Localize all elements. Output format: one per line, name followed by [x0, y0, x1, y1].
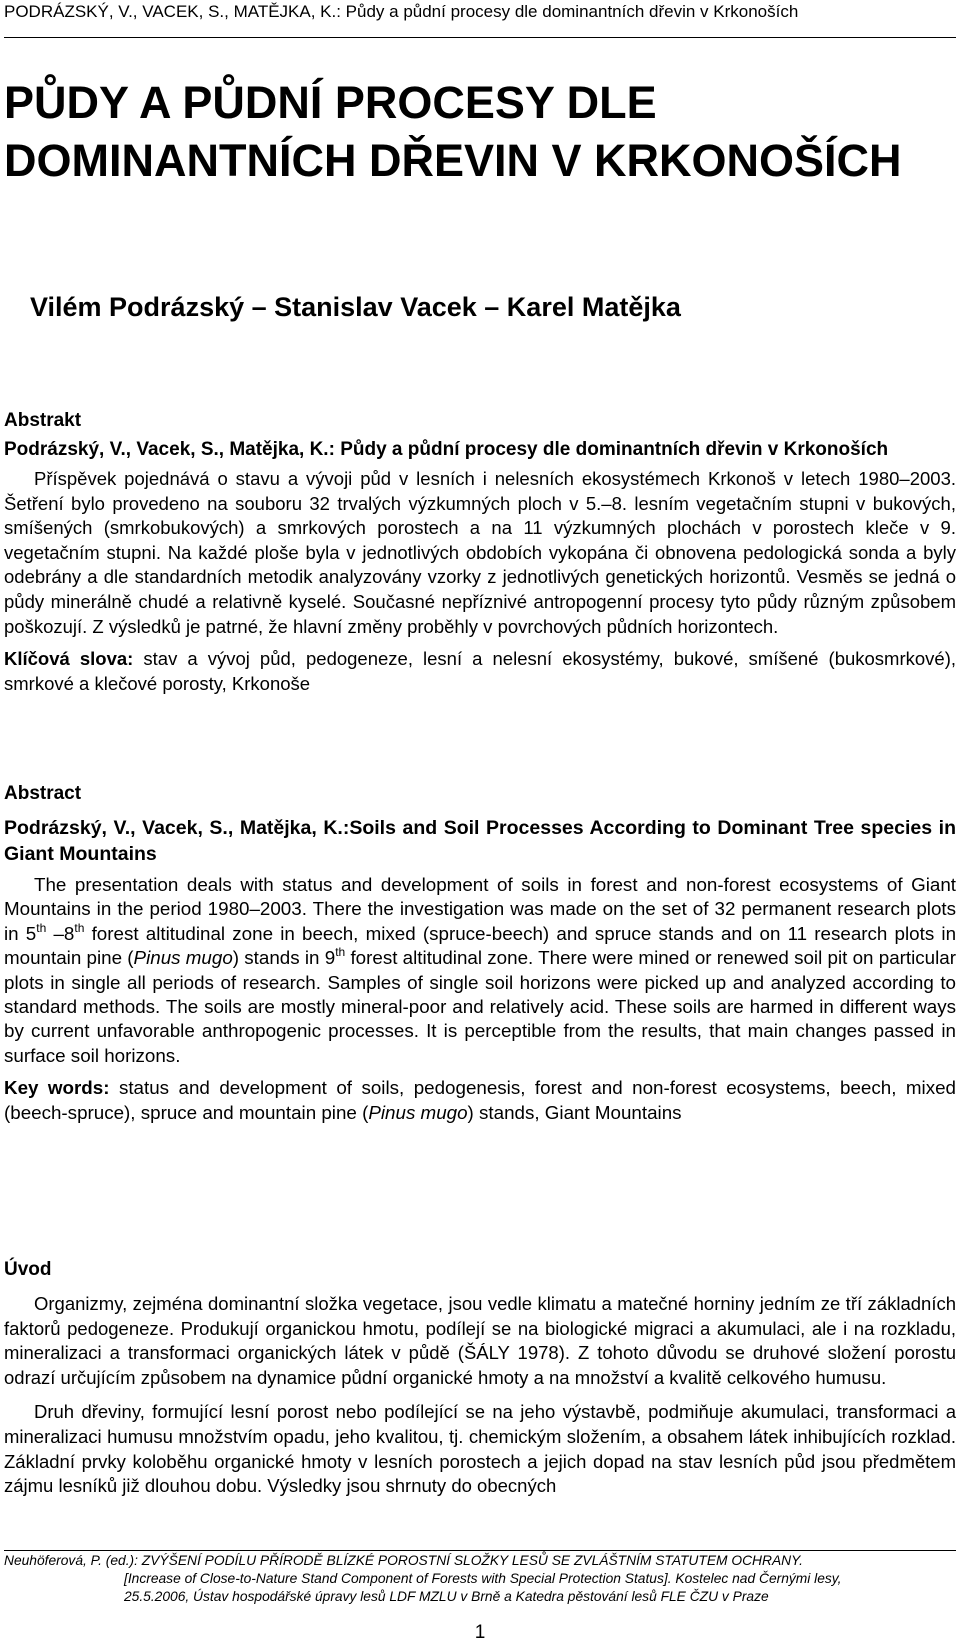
abstrakt-keywords — [4, 647, 956, 696]
running-header: PODRÁZSKÝ, V., VACEK, S., MATĚJKA, K.: Půdy a půdní procesy dle dominantních dřevin v Krkonoších — [4, 2, 799, 21]
abstract-keywords-label: Key words: — [4, 1077, 110, 1099]
authors: Vilém Podrázský – Stanislav Vacek – Karel Matějka — [30, 292, 681, 322]
paper-title-line-2: DOMINANTNÍCH DŘEVIN V KRKONOŠÍCH — [4, 135, 902, 186]
abstrakt-heading: Abstrakt — [4, 410, 82, 431]
abstract-heading: Abstract — [4, 783, 82, 804]
footer-rule — [4, 1550, 956, 1551]
footer-citation — [4, 1552, 956, 1606]
abstract-keywords: Key words: status and development of soils, pedogenesis, forest and non-forest ecosystems, beech, mixed (beech-spruce), spruce and mountain pine (Pinus mugo) stands, Giant Mountains — [4, 1077, 956, 1123]
paper-title-line-1: PŮDY A PŮDNÍ PROCESY DLE — [4, 77, 657, 128]
uvod-heading: Úvod — [4, 1259, 52, 1280]
uvod-section — [4, 1257, 956, 1499]
abstract-citation: Podrázský, V., Vacek, S., Matějka, K.:Soils and Soil Processes According to Dominant Tree species in Giant Mountains — [4, 817, 956, 865]
footer-line-1: Neuhöferová, P. (ed.): ZVÝŠENÍ PODÍLU PŘÍRODĚ BLÍZKÉ POROSTNÍ SLOŽKY LESŮ SE ZVLÁŠTNÍM STATUTEM OCHRANY. — [4, 1553, 803, 1568]
page-number: 1 — [474, 1622, 486, 1643]
abstract-text: The presentation deals with status and development of soils in forest and non-forest ecosystems of Giant Mountains in the period 1980–2003. There the investigation was made on the set of 32 permanent research plots in 5th –8th forest altitudinal zone in beech, mixed (spruce-beech) and spruce stands and on 11 research plots in mountain pine (Pinus mugo) stands in 9th forest altitudinal zone. There were mined or renewed soil pit on particular plots in single all periods of research. Samples of single soil horizons were picked up and analyzed according to standard methods. The soils are mostly mineral-poor and relatively acid. These soils are harmed in different ways by current unfavorable anthropogenic processes. It is perceptible from the results, that main changes passed in surface soil horizons. — [4, 874, 957, 1066]
abstrakt-keywords-text: stav a vývoj půd, pedogeneze, lesní a nelesní ekosystémy, bukové, smíšené (bukosmrkové), smrkové a klečové porosty, Krkonoše — [4, 648, 957, 694]
footer-line-2: [Increase of Close-to-Nature Stand Component of Forests with Special Protection Status]. Kostelec nad Černými lesy, — [124, 1571, 842, 1586]
header-rule — [4, 37, 956, 38]
abstract-section — [4, 781, 956, 1125]
paper-title — [4, 74, 956, 190]
abstrakt-section — [4, 408, 956, 696]
abstrakt-citation: Podrázský, V., Vacek, S., Matějka, K.: Půdy a půdní procesy dle dominantních dřevin v Krkonoších — [4, 439, 889, 460]
uvod-paragraph-1: Organizmy, zejména dominantní složka vegetace, jsou vedle klimatu a matečné horniny jedním ze tří základních faktorů pedogeneze. Produkují organickou hmotu, podílejí se na biologické migraci a akumulaci, ale i na rozkladu, mineralizaci a transformaci organických látek v půdě (ŠÁLY 1978). Z tohoto důvodu se druhové složení porostu odrazí určujícím způsobem na dynamice půdní organické hmoty a na množství a kvalitě celkového humusu. — [4, 1293, 956, 1388]
abstrakt-text: Příspěvek pojednává o stavu a vývoji půd v lesních i nelesních ekosystémech Krkonoš v letech 1980–2003. Šetření bylo provedeno na souboru 32 trvalých výzkumných ploch v 5.–8. lesním vegetačním stupni v bukových, smíšených (smrkobukových) a smrkových porostech a na 11 výzkumných plochách v porostech kleče v 9. vegetačním stupni. Na každé ploše byla v jednotlivých obdobích vykopána či obnovena pedologická sonda a byly odebrány a dle standardních metodik analyzovány vzorky z jednotlivých genetických horizontů. Vesměs se jedná o půdy minerálně chudé a relativně kyselé. Současné nepříznivé antropogenní procesy tyto půdy různým způsobem poškozují. Z výsledků je patrné, že hlavní změny proběhly v povrchových půdních horizontech. — [4, 468, 956, 637]
abstrakt-keywords-label: Klíčová slova: — [4, 648, 134, 670]
footer-line-3: 25.5.2006, Ústav hospodářské úpravy lesů LDF MZLU v Brně a Katedra pěstování lesů FLE ČZU v Praze — [124, 1589, 769, 1604]
uvod-paragraph-2: Druh dřeviny, formující lesní porost nebo podílející se na jeho výstavbě, podmiňuje akumulaci, transformaci a mineralizaci humusu množstvím opadu, jeho kvalitou, tj. chemickým složením, a obsahem látek inhibujících rozklad. Základní prvky koloběhu organické hmoty v lesních porostech a jejich dopad na stav lesních půd jsou předmětem zájmu lesníků již dlouhou dobu. Výsledky jsou shrnuty do obecných — [4, 1401, 956, 1497]
